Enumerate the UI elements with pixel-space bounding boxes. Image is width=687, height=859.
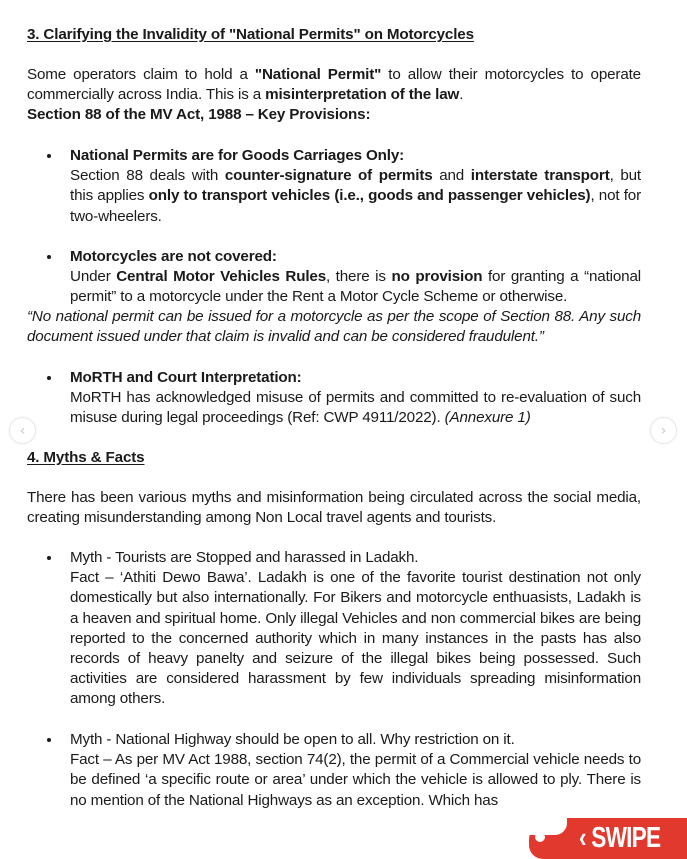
chevron-left-icon: ‹ (19, 422, 26, 439)
swipe-label: ‹ SWIPE (579, 822, 661, 854)
bullet-icon (47, 376, 51, 380)
swipe-badge-notch (529, 818, 567, 835)
intro-text: Some operators claim to hold a (27, 66, 255, 83)
section-88-quote: “No national permit can be issued for a motorcycle as per the scope of Section 88. Any such document issued under that claim is invalid and can be considered fraudulent.” (27, 308, 641, 346)
section-3-heading: 3. Clarifying the Invalidity of "National Permits" on Motorcycles (27, 26, 474, 43)
swipe-dot-icon (535, 832, 545, 842)
provision-text: Under Central Motor Vehicles Rules, there is no provision for granting a “national permit” to a motorcycle under the Rent a Motor Cycle Scheme or otherwise. (70, 268, 641, 306)
bullet-icon (47, 154, 51, 158)
myth-text: Myth - National Highway should be open to all. Why restriction on it. (70, 731, 515, 748)
annexure-reference: (Annexure 1) (444, 409, 531, 427)
swipe-badge (529, 818, 687, 859)
intro-bold-national-permit: "National Permit" (254, 66, 382, 83)
myth-fact-body (70, 548, 641, 710)
provision-title: Motorcycles are not covered: (70, 248, 277, 265)
intro-text: . (459, 86, 464, 104)
provision-body (70, 247, 641, 308)
previous-slide-button[interactable] (9, 417, 36, 444)
intro-text: to allow their motorcycles to operate commercially across India. This is a (27, 66, 641, 104)
provision-body (70, 146, 641, 227)
provision-text: Section 88 deals with counter-signature of permits and interstate transport, but this applies only to transport vehicles (i.e., goods and passenger vehicles), not for two-wheelers. (70, 167, 642, 225)
bullet-icon (47, 556, 51, 560)
chevron-right-icon: › (660, 422, 667, 439)
provision-text: MoRTH has acknowledged misuse of permits and committed to re-evaluation of such misuse during legal proceedings (Ref: CWP 4911/2022). (Annexure 1) (70, 389, 641, 427)
next-slide-button[interactable] (650, 417, 677, 444)
section-88-subheading: Section 88 of the MV Act, 1988 – Key Provisions: (27, 106, 371, 123)
bullet-icon (47, 738, 51, 742)
provision-title: MoRTH and Court Interpretation: (70, 369, 302, 386)
fact-text: Fact – As per MV Act 1988, section 74(2), the permit of a Commercial vehicle needs to be defined ‘a specific route or area’ under which the vehicle is allowed to ply. There is no mention of the National Highways as an exception. Which has (70, 751, 641, 809)
myth-text: Myth - Tourists are Stopped and harassed in Ladakh. (70, 549, 419, 566)
myth-fact-body (70, 730, 641, 811)
section-4-intro: There has been various myths and misinformation being circulated across the social media, creating misunderstanding among Non Local travel agents and tourists. (27, 489, 641, 527)
fact-text: Fact – ‘Athiti Dewo Bawa’. Ladakh is one of the favorite tourist destination not only domestically but also internationally. For Bikers and motorcycle enthuasists, Ladakh is a heaven and spiritual home. Only illegal Vehicles and non commercial bikes are being reported to the concerned authority which in many instances in the pasts has also records of heavy panelty and seizure of the illegal bikes being possessed. Such activities are considered harassment by few individuals spreading misinformation among others. (70, 569, 641, 708)
intro-bold-misinterpretation: misinterpretation of the law (265, 86, 460, 104)
provision-body (70, 368, 641, 429)
section-3-intro (27, 65, 641, 105)
bullet-icon (47, 255, 51, 259)
section-4-heading: 4. Myths & Facts (27, 449, 145, 466)
provision-title: National Permits are for Goods Carriages Only: (70, 147, 405, 164)
